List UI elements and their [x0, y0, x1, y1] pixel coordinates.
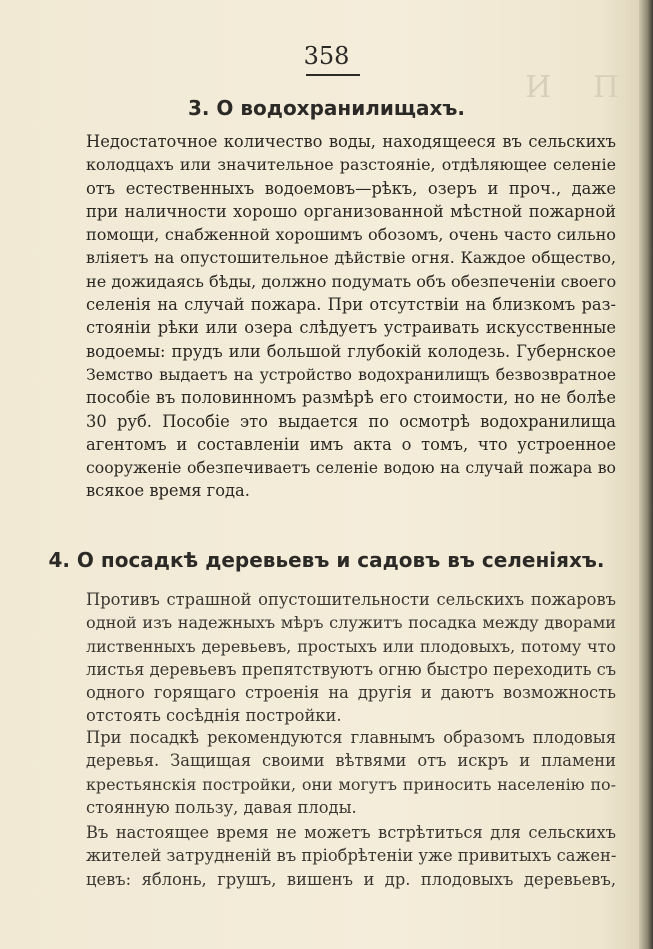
- section-4-paragraph-1: [86, 588, 616, 728]
- text-line: При посадкѣ рекомендуются главнымъ образомъ плодовыя: [86, 728, 616, 747]
- text-line: Земство выдаетъ на устройство водохранилищъ безвозвратное: [86, 364, 616, 384]
- text-line: пособіе въ половинномъ размѣрѣ его стоимости, но не болѣе: [86, 388, 616, 408]
- text-line: не дожидаясь бѣды, должно подумать объ обезпеченіи своего: [86, 271, 616, 291]
- text-line: одного горящаго строенія на другія и даютъ возможность: [86, 683, 616, 703]
- text-line: колодцахъ или значительное разстояніе, отдѣляющее селеніе: [86, 155, 616, 175]
- text-line: Противъ страшной опустошительности сельскихъ пожаровъ: [86, 590, 616, 609]
- page-number: 358: [303, 42, 350, 70]
- text-line: жителей затрудненій въ пріобрѣтеніи уже привитыхъ сажен-: [86, 846, 616, 866]
- page-number-rule: [306, 74, 360, 76]
- text-line: при наличности хорошо организованной мѣстной пожарной: [86, 201, 616, 221]
- section-3-paragraph: [86, 130, 616, 503]
- text-line: одной изъ надежныхъ мѣръ служитъ посадка между дворами: [86, 613, 616, 633]
- section-4-paragraph-3: [86, 821, 616, 891]
- text-line: отстоять сосѣднія постройки.: [86, 706, 342, 726]
- section-3-heading: 3. О водохранилищахъ.: [187, 96, 466, 120]
- page-edge-shadow: [639, 0, 653, 949]
- text-line: агентомъ и составленіи имъ акта о томъ, что устроенное: [86, 434, 616, 454]
- text-line: Въ настоящее время не можетъ встрѣтиться для сельскихъ: [86, 823, 616, 842]
- text-line: Недостаточное количество воды, находящееся въ сельскихъ: [86, 132, 616, 151]
- text-line: листья деревьевъ препятствуютъ огню быстро переходить съ: [86, 659, 616, 679]
- text-line: всякое время года.: [86, 481, 250, 501]
- text-line: лиственныхъ деревьевъ, простыхъ или плодовыхъ, потому что: [86, 636, 616, 656]
- text-line: сооруженіе обезпечиваетъ селеніе водою на случай пожара во: [86, 458, 616, 478]
- text-line: селенія на случай пожара. При отсутствіи на близкомъ раз-: [86, 295, 616, 315]
- text-line: водоемы: прудъ или большой глубокій колодезь. Губернское: [86, 341, 616, 361]
- text-line: стояніи рѣки или озера слѣдуетъ устраивать искусственные: [86, 318, 616, 338]
- section-4-heading: 4. О посадкѣ деревьевъ и садовъ въ селеніяхъ.: [48, 548, 605, 572]
- text-line: крестьянскія постройки, они могутъ приносить населенію по-: [86, 774, 616, 794]
- text-line: вліяетъ на опустошительное дѣйствіе огня. Каждое общество,: [86, 248, 616, 268]
- text-line: 30 руб. Пособіе это выдается по осмотрѣ водохранилища: [86, 411, 616, 431]
- bleed-through-text: И П: [525, 70, 635, 105]
- text-line: деревья. Защищая своими вѣтвями отъ искръ и пламени: [86, 751, 616, 771]
- text-line: стоянную пользу, давая плоды.: [86, 797, 357, 817]
- text-line: помощи, снабженной хорошимъ обозомъ, очень часто сильно: [86, 225, 616, 245]
- section-4-paragraph-2: [86, 726, 616, 819]
- text-line: отъ естественныхъ водоемовъ—рѣкъ, озеръ и проч., даже: [86, 178, 616, 198]
- text-line: цевъ: яблонь, грушъ, вишенъ и др. плодовыхъ деревьевъ,: [86, 869, 616, 889]
